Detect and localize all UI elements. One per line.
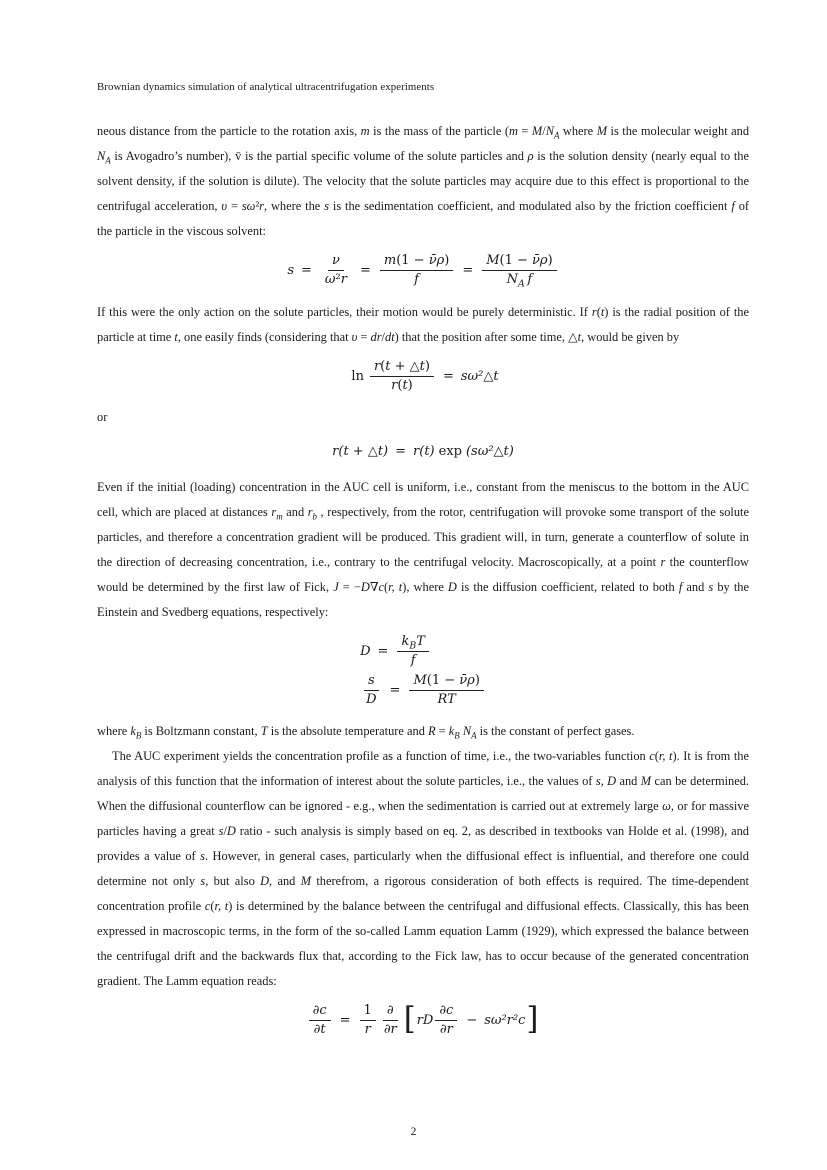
math-operator: = bbox=[442, 368, 454, 384]
display-equation bbox=[332, 439, 514, 464]
fraction: $\frac{\partial c}{\partial r}$ bbox=[435, 1003, 457, 1039]
display-equation bbox=[307, 1003, 540, 1039]
math-operator: = bbox=[301, 263, 312, 279]
fraction: $\frac{s}{D}$ bbox=[362, 673, 380, 709]
math-var: rD bbox=[416, 1013, 434, 1029]
document-body bbox=[97, 119, 749, 1050]
fraction: $\frac{M(1 - \nū\rho)}{RT}$ bbox=[409, 673, 483, 709]
paragraph: where $k_B$ is Boltzmann constant, T is the absolute temperature and $R = k_B$ $N_A$ is the constant of perfect gases. bbox=[97, 724, 635, 741]
fraction: $\frac{\partial}{\partial r}$ bbox=[383, 1003, 397, 1038]
fraction: $\frac{M(1 - \nū\rho)}{N_A f}$ bbox=[482, 253, 556, 289]
bracket: ] bbox=[526, 1002, 539, 1038]
fraction: $\frac{\partial c}{\partial t}$ bbox=[309, 1003, 331, 1039]
bracket: [ bbox=[403, 1002, 416, 1038]
math-var: D bbox=[360, 644, 371, 660]
math-var: sω²△t bbox=[460, 368, 499, 384]
fraction: $\frac{\nu}{\text{ω²r}}$ bbox=[324, 253, 347, 288]
math-var: r(t + △t) bbox=[332, 444, 389, 459]
paragraph: Even if the initial (loading) concentration in the AUC cell is uniform, i.e., constant from the meniscus to the bottom in the AUC cell, which are placed at distances $r_m$ and $r_b$ , respectively, from the rotor, centrifugation will provoke some transport of the solute particles, and therefore a concentration gradient will be produced. This gradient will, in turn, generate a counterflow of solute in the direction of decreasing concentration, i.e., contrary to the centrifugal velocity. Macroscopically, at a point r the counterflow would be determined by the first law of Fick, J = −D∇c(r, t), where D is the diffusion coefficient, related to both f and s by the Einstein and Svedberg equations, respectively: bbox=[97, 480, 750, 619]
math-operator: = bbox=[377, 644, 389, 660]
fraction: $\frac{m(1 - \nū\rho)}{f}$ bbox=[380, 253, 453, 289]
running-head: Brownian dynamics simulation of analytical ultracentrifugation experiments bbox=[97, 81, 435, 93]
math-var: sω²r²c bbox=[484, 1013, 526, 1029]
math-roman: ln bbox=[351, 368, 364, 384]
equation-row bbox=[360, 634, 486, 670]
math-operator: = bbox=[395, 444, 407, 459]
math-operator: = bbox=[359, 263, 371, 279]
math-var: (sω²△t) bbox=[465, 444, 514, 459]
equation-row bbox=[332, 439, 514, 464]
page-number: 2 bbox=[410, 1126, 417, 1138]
paragraph: neous distance from the particle to the rotation axis, m is the mass of the particle ($m = M/N_A$ where M is the molecular weight and $N_A$ is Avogadro’s number), v̄ is the partial specific volume of the solute particles and ρ is the solution density (nearly equal to the solvent density, if the solution is dilute). The velocity that the solute particles may acquire due to this effect is proportional to the centrifugal acceleration, υ = sω²r, where the s is the sedimentation coefficient, and modulated also by the friction coefficient f of the particle in the viscous solvent: bbox=[97, 124, 750, 238]
equation-row bbox=[347, 359, 498, 395]
math-roman: exp bbox=[438, 444, 462, 459]
math-operator: = bbox=[389, 682, 401, 698]
equation-row bbox=[360, 673, 486, 709]
display-equation bbox=[347, 359, 498, 395]
paragraph: or bbox=[97, 410, 108, 424]
equation-row bbox=[287, 253, 558, 289]
math-operator: = bbox=[462, 263, 474, 279]
math-var: s bbox=[287, 263, 294, 279]
fraction: $\frac{k_BT}{f}$ bbox=[397, 634, 428, 670]
fraction: $\frac{1}{r}$ bbox=[360, 1003, 376, 1039]
display-equation bbox=[360, 634, 486, 708]
paragraph: The AUC experiment yields the concentration profile as a function of time, i.e., the two-variables function c(r, t). It is from the analysis of this function that the information of interest about the solute particles, i.e., the values of s, D and M can be determined. When the diffusional counterflow can be ignored - e.g., when the sedimentation is carried out at extremely large ω, or for massive particles having a great s/D ratio - such analysis is simply based on eq. 2, as described in textbooks van Holde et al. (1998), and provides a value of s. However, in general cases, particularly when the diffusional effect is influential, and therefore one could determine not only s, but also D, and M therefrom, a rigorous consideration of both effects is required. The time-dependent concentration profile c(r, t) is determined by the balance between the centrifugal and diffusional effects. Classically, this has been expressed in macroscopic terms, in the form of the so-called Lamm equation Lamm (1929), which expressed the balance between the centrifugal drift and the backwards flux that, according to the Fick law, has to occur because of the generated concentration gradient. The Lamm equation reads: bbox=[97, 749, 750, 988]
math-var: r(t) bbox=[413, 444, 435, 459]
display-equation bbox=[287, 253, 558, 289]
paragraph: If this were the only action on the solute particles, their motion would be purely deterministic. If r(t) is the radial position of the particle at time t, one easily finds (considering that υ = dr/dt) that the position after some time, △t, would be given by bbox=[97, 304, 749, 344]
math-operator: − bbox=[466, 1013, 478, 1029]
fraction: $\frac{r(t + \triangle t)}{r(t)}$ bbox=[370, 359, 434, 395]
equation-row bbox=[307, 1003, 540, 1039]
math-operator: = bbox=[339, 1013, 351, 1029]
